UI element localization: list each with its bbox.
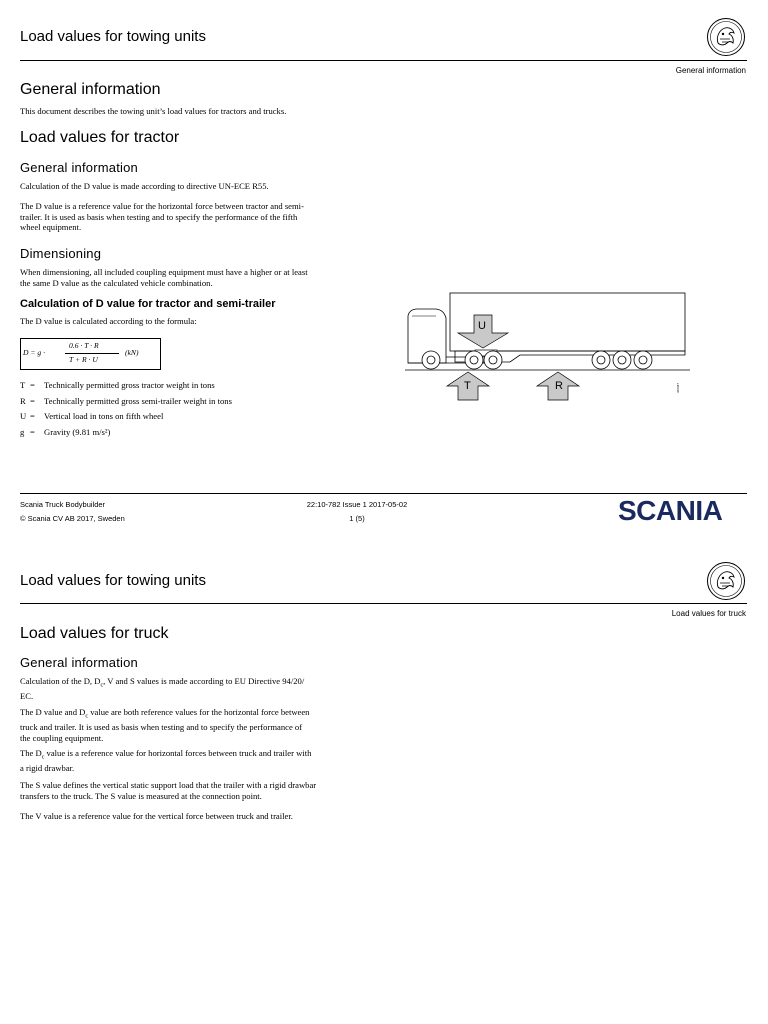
- formula-denominator: T + R · U: [69, 355, 98, 364]
- scania-griffin-logo-icon: [706, 17, 746, 57]
- footer-left: Scania Truck Bodybuilder © Scania CV AB 2017, Sweden: [20, 500, 125, 523]
- scania-griffin-logo-icon-page2: [706, 561, 746, 601]
- calculation-text: The D value is calculated according to the formula:: [20, 316, 197, 326]
- figure-id: 366387: [676, 382, 680, 393]
- general-text: This document describes the towing unit’s load values for tractors and trucks.: [20, 106, 287, 116]
- heading-tractor-general-information: General information: [20, 160, 138, 175]
- doc-title: Load values for towing units: [20, 28, 206, 45]
- formula-box: [20, 338, 161, 370]
- tractor-general-text: Calculation of the D value is made according to directive UN-ECE R55.: [20, 181, 269, 191]
- symbol-row-u: U = Vertical load in tons on fifth wheel: [20, 411, 164, 421]
- heading-calculation-d-value: Calculation of D value for tractor and semi-trailer: [20, 298, 276, 310]
- formula-unit: (kN): [125, 348, 139, 357]
- symbol-row-r: R = Technically permitted gross semi-trailer weight in tons: [20, 395, 232, 406]
- diagram-label-u: U: [478, 320, 486, 332]
- tractor-d-value-text: The D value is a reference value for the horizontal force between tractor and semi- trailer. It is used as basis when testing and to specify the performance of the fifth wheel equipment.: [20, 201, 304, 233]
- truck-v-value-text: The V value is a reference value for the vertical force between truck and trailer.: [20, 811, 293, 821]
- heading-load-values-tractor: Load values for tractor: [20, 129, 180, 146]
- diagram-label-t: T: [464, 380, 471, 392]
- formula-lhs: D = g ·: [23, 348, 45, 357]
- formula-fraction-bar: [65, 353, 119, 354]
- dimensioning-text: When dimensioning, all included coupling equipment must have a higher or at least the same D value as the calculated vehicle combination.: [20, 267, 308, 288]
- heading-dimensioning: Dimensioning: [20, 246, 102, 261]
- header-section-label-page2: Load values for truck: [671, 609, 746, 618]
- scania-wordmark-logo: SCANIA: [618, 495, 723, 526]
- footer-rule: [20, 493, 747, 494]
- header-section-label: General information: [675, 66, 746, 75]
- footer-center: 22:10-782 Issue 1 2017-05-02 1 (5): [306, 500, 408, 523]
- truck-calculation-text: Calculation of the D, $D_c$, V and S values is made according to EU Directive 94/20/ EC.: [20, 676, 305, 702]
- tractor-semitrailer-diagram: [400, 288, 700, 413]
- header-rule-page2: [20, 603, 747, 604]
- truck-d-value-text: The D value and $D_c$ value are both reference values for the horizontal force between truck and trailer. It is used as basis when testing and to specify the performance of the coupling equipment.: [20, 707, 310, 743]
- header-rule: [20, 60, 747, 61]
- symbol-row-g: g = Gravity (9.81 m/s²): [20, 426, 111, 437]
- heading-load-values-truck: Load values for truck: [20, 625, 169, 642]
- truck-dc-value-text: The $D_c$ value is a reference value for horizontal forces between truck and trailer with a rigid drawbar.: [20, 748, 312, 774]
- formula-numerator: 0.6 · T · R: [69, 341, 99, 350]
- doc-title-page2: Load values for towing units: [20, 572, 206, 589]
- diagram-label-r: R: [555, 380, 563, 392]
- symbol-row-t: T = Technically permitted gross tractor weight in tons: [20, 380, 215, 390]
- heading-general-information: General information: [20, 81, 161, 98]
- heading-truck-general-information: General information: [20, 655, 138, 670]
- truck-s-value-text: The S value defines the vertical static support load that the trailer with a rigid drawbar transfers to the truck. The S value is measured at the connection point.: [20, 780, 317, 801]
- symbol-list: [20, 378, 232, 440]
